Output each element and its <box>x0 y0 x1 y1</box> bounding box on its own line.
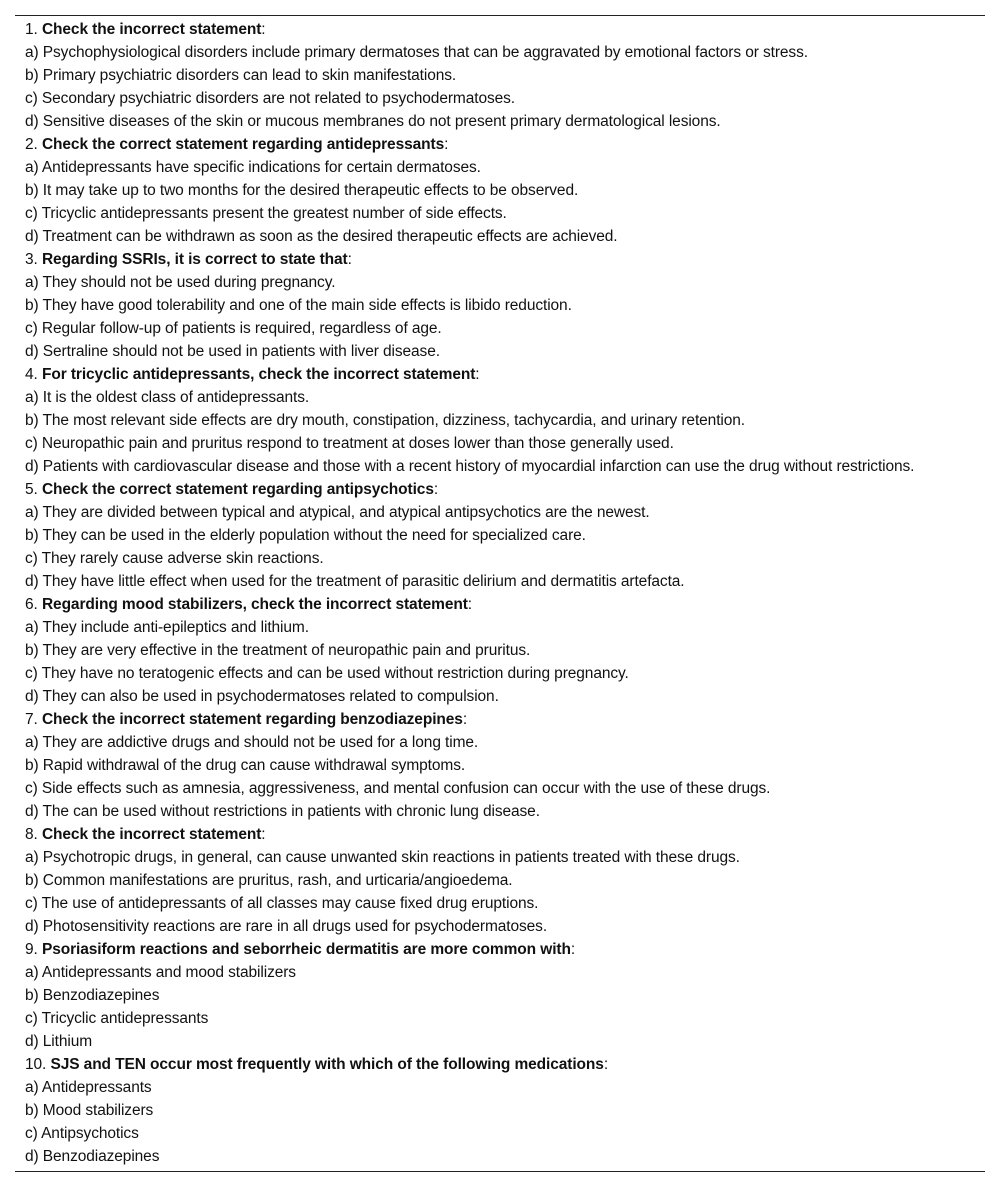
answer-option: d) Sertraline should not be used in patients with liver disease. <box>25 343 440 360</box>
question-number: 4. <box>25 366 38 383</box>
answer-option: d) Photosensitivity reactions are rare in all drugs used for psychodermatoses. <box>25 918 548 935</box>
question-colon: : <box>570 941 576 958</box>
answer-option: b) They can be used in the elderly population without the need for specialized care. <box>25 527 586 544</box>
answer-option: b) The most relevant side effects are dry mouth, constipation, dizziness, tachycardia, and urinary retention. <box>25 412 745 429</box>
answer-option: b) Common manifestations are pruritus, rash, and urticaria/angioedema. <box>25 872 513 889</box>
question-heading <box>15 363 985 386</box>
question-number: 6. <box>25 596 38 613</box>
question-colon: : <box>462 711 468 728</box>
question-colon: : <box>433 481 439 498</box>
quiz-body <box>15 18 985 1168</box>
answer-option: b) It may take up to two months for the desired therapeutic effects to be observed. <box>25 182 579 199</box>
answer-option: a) Antidepressants have specific indications for certain dermatoses. <box>25 159 481 176</box>
answer-option: d) Benzodiazepines <box>25 1148 160 1165</box>
question-number: 10. <box>25 1056 47 1073</box>
answer-option: a) They should not be used during pregnancy. <box>25 274 336 291</box>
question-prompt: Check the incorrect statement regarding benzodiazepines <box>41 711 463 728</box>
answer-option: d) They have little effect when used for the treatment of parasitic delirium and dermatitis artefacta. <box>25 573 685 590</box>
answer-option: b) Mood stabilizers <box>25 1102 154 1119</box>
answer-option: d) Sensitive diseases of the skin or mucous membranes do not present primary dermatological lesions. <box>25 113 721 130</box>
answer-option: d) Lithium <box>25 1033 93 1050</box>
question-prompt: Check the correct statement regarding antidepressants <box>41 136 445 153</box>
question-colon: : <box>444 136 449 153</box>
answer-option: c) Tricyclic antidepressants present the greatest number of side effects. <box>25 205 507 222</box>
answer-option: c) Antipsychotics <box>25 1125 139 1142</box>
question-prompt: Check the incorrect statement <box>41 21 262 38</box>
question-prompt: SJS and TEN occur most frequently with which of the following medications <box>50 1056 604 1073</box>
answer-option: d) The can be used without restrictions in patients with chronic lung disease. <box>25 803 540 820</box>
answer-option: c) The use of antidepressants of all classes may cause fixed drug eruptions. <box>25 895 539 912</box>
answer-option: a) They include anti-epileptics and lithium. <box>25 619 309 636</box>
question-heading <box>15 1053 985 1076</box>
question-number: 2. <box>25 136 38 153</box>
question-number: 7. <box>25 711 38 728</box>
answer-option: b) They have good tolerability and one of the main side effects is libido reduction. <box>25 297 572 314</box>
answer-option: c) Secondary psychiatric disorders are not related to psychodermatoses. <box>25 90 515 107</box>
answer-option: d) Patients with cardiovascular disease and those with a recent history of myocardial infarction can use the drug without restrictions. <box>25 458 915 475</box>
question-colon: : <box>347 251 352 268</box>
question-prompt: For tricyclic antidepressants, check the incorrect statement <box>41 366 476 383</box>
answer-option: c) Side effects such as amnesia, aggressiveness, and mental confusion can occur with the use of these drugs. <box>25 780 771 797</box>
answer-option: c) They have no teratogenic effects and can be used without restriction during pregnancy. <box>25 665 629 682</box>
answer-option: a) They are divided between typical and atypical, and atypical antipsychotics are the newest. <box>25 504 650 521</box>
answer-option: b) They are very effective in the treatment of neuropathic pain and pruritus. <box>25 642 531 659</box>
question-prompt: Check the incorrect statement <box>41 826 262 843</box>
question-colon: : <box>261 826 266 843</box>
question-colon: : <box>467 596 473 613</box>
question-colon: : <box>475 366 480 383</box>
answer-option: c) Regular follow-up of patients is required, regardless of age. <box>25 320 442 337</box>
question-heading <box>15 593 985 616</box>
question-colon: : <box>261 21 266 38</box>
answer-option: b) Rapid withdrawal of the drug can cause withdrawal symptoms. <box>25 757 466 774</box>
answer-option: c) Neuropathic pain and pruritus respond to treatment at doses lower than those generally used. <box>25 435 674 452</box>
answer-option: b) Benzodiazepines <box>25 987 160 1004</box>
question-heading <box>15 708 985 731</box>
question-number: 3. <box>25 251 38 268</box>
answer-option: a) It is the oldest class of antidepressants. <box>25 389 310 406</box>
question-prompt: Regarding mood stabilizers, check the incorrect statement <box>41 596 468 613</box>
question-number: 1. <box>25 21 38 38</box>
question-number: 5. <box>25 481 38 498</box>
quiz-table <box>15 15 985 1172</box>
question-heading <box>15 133 985 156</box>
question-number: 9. <box>25 941 38 958</box>
answer-option: b) Primary psychiatric disorders can lead to skin manifestations. <box>25 67 457 84</box>
question-prompt: Check the correct statement regarding antipsychotics <box>41 481 434 498</box>
question-heading <box>15 938 985 961</box>
answer-option: a) Psychophysiological disorders include primary dermatoses that can be aggravated by emotional factors or stress. <box>25 44 808 61</box>
answer-option: a) Antidepressants and mood stabilizers <box>25 964 296 981</box>
answer-option: a) Antidepressants <box>25 1079 152 1096</box>
question-heading <box>15 478 985 501</box>
question-heading <box>15 823 985 846</box>
answer-option: d) They can also be used in psychodermatoses related to compulsion. <box>25 688 499 705</box>
answer-option: c) They rarely cause adverse skin reactions. <box>25 550 324 567</box>
question-heading <box>15 248 985 271</box>
answer-option: c) Tricyclic antidepressants <box>25 1010 209 1027</box>
question-prompt: Regarding SSRIs, it is correct to state that <box>41 251 348 268</box>
question-prompt: Psoriasiform reactions and seborrheic dermatitis are more common with <box>41 941 571 958</box>
question-colon: : <box>603 1056 609 1073</box>
question-number: 8. <box>25 826 38 843</box>
answer-option: d) Treatment can be withdrawn as soon as the desired therapeutic effects are achieved. <box>25 228 618 245</box>
question-heading <box>15 18 985 41</box>
answer-option: a) Psychotropic drugs, in general, can cause unwanted skin reactions in patients treated with these drugs. <box>25 849 740 866</box>
answer-option: a) They are addictive drugs and should not be used for a long time. <box>25 734 479 751</box>
